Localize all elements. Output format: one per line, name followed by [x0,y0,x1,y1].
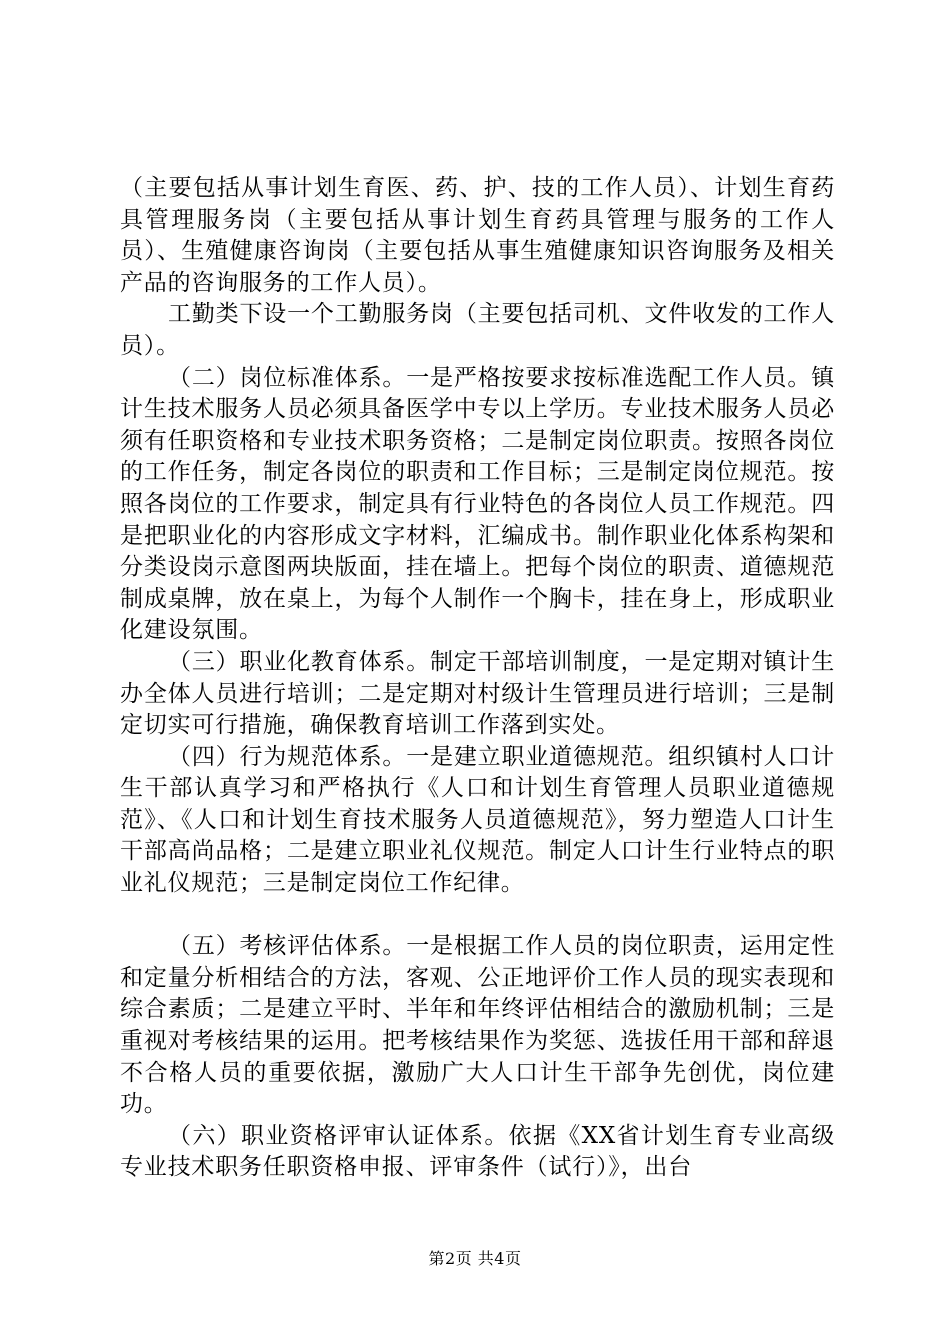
paragraph-education-system: （三）职业化教育体系。制定干部培训制度，一是定期对镇计生办全体人员进行培训；二是定期对村级计生管理员进行培训；三是制定切实可行措施，确保教育培训工作落到实处。 [120,648,835,739]
document-body [120,173,835,1184]
paragraph-gap [120,900,835,932]
paragraph-qualification-system: （六）职业资格评审认证体系。依据《XX省计划生育专业高级专业技术职务任职资格申报、评审条件（试行）》，出台 [120,1122,835,1181]
page-number-footer: 第2页 共4页 [428,1249,522,1268]
paragraph-assessment-system: （五）考核评估体系。一是根据工作人员的岗位职责，运用定性和定量分析相结合的方法，客观、公正地评价工作人员的现实表现和综合素质；二是建立平时、半年和年终评估相结合的激励机制；三是重视对考核结果的运用。把考核结果作为奖惩、选拔任用干部和辞退不合格人员的重要依据，激励广大人口计生干部争先创优，岗位建功。 [120,933,835,1118]
paragraph-service-post: 工勤类下设一个工勤服务岗（主要包括司机、文件收发的工作人员）。 [120,301,835,359]
paragraph-post-standards: （二）岗位标准体系。一是严格按要求按标准选配工作人员。镇计生技术服务人员必须具备医学中专以上学历。专业技术服务人员必须有任职资格和专业技术职务资格；二是制定岗位职责。按照各岗位的工作任务，制定各岗位的职责和工作目标；三是制定岗位规范。按照各岗位的工作要求，制定具有行业特色的各岗位人员工作规范。四是把职业化的内容形成文字材料，汇编成书。制作职业化体系构架和分类设岗示意图两块版面，挂在墙上。把每个岗位的职责、道德规范制成桌牌，放在桌上，为每个人制作一个胸卡，挂在身上，形成职业化建设氛围。 [120,364,835,644]
paragraph-conduct-norms: （四）行为规范体系。一是建立职业道德规范。组织镇村人口计生干部认真学习和严格执行《人口和计划生育管理人员职业道德规范》、《人口和计划生育技术服务人员道德规范》，努力塑造人口计生干部高尚品格；二是建立职业礼仪规范。制定人口计生行业特点的职业礼仪规范；三是制定岗位工作纪律。 [120,743,835,897]
paragraph-continuation: （主要包括从事计划生育医、药、护、技的工作人员）、计划生育药具管理服务岗（主要包括从事计划生育药具管理与服务的工作人员）、生殖健康咨询岗（主要包括从事生殖健康知识咨询服务及相关产品的咨询服务的工作人员）。 [120,175,835,296]
